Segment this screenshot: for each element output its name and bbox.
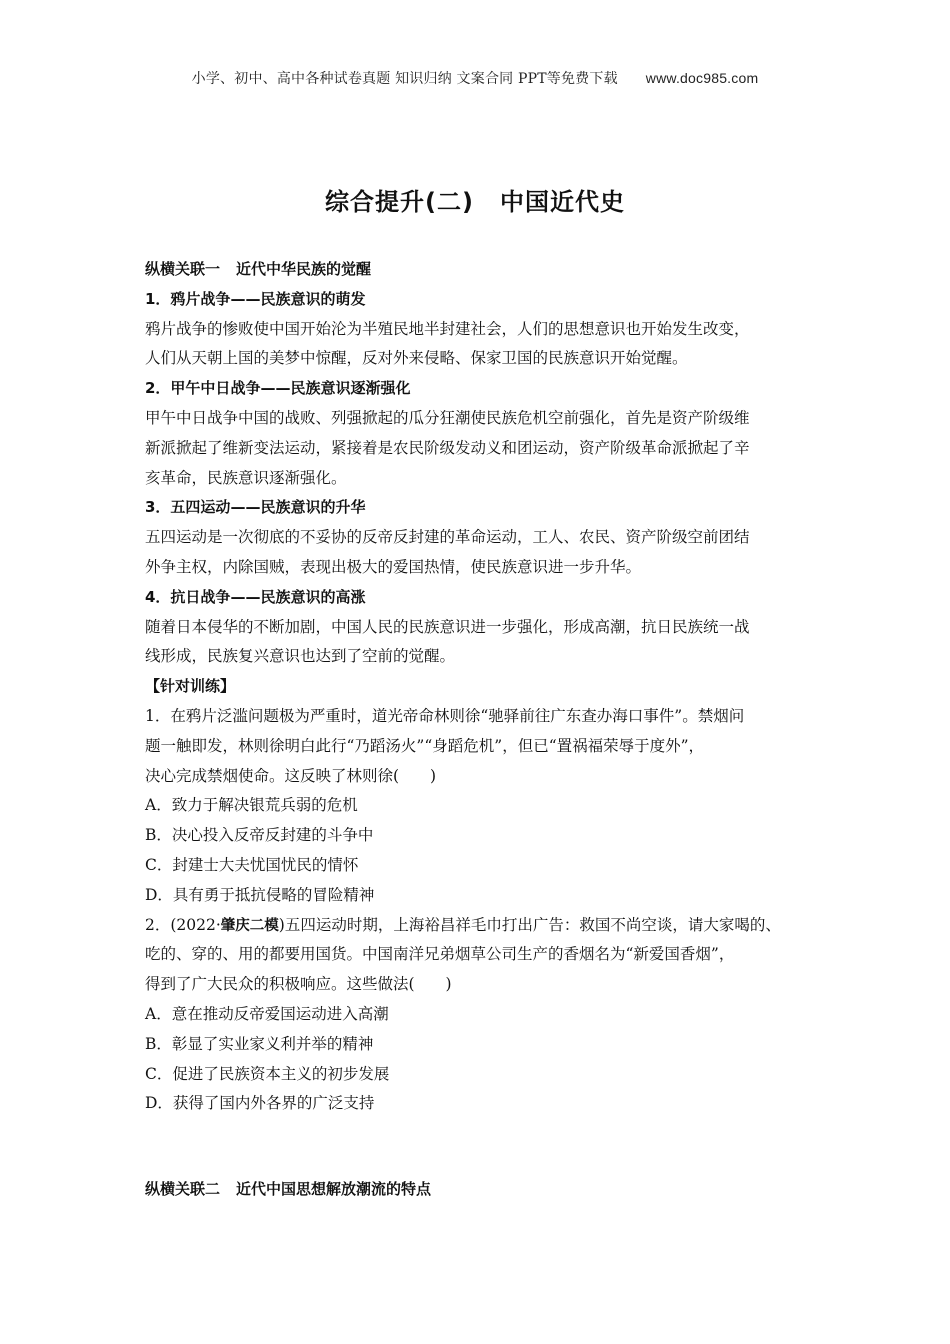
page-header <box>0 68 950 88</box>
answer-option[interactable]: A．致力于解决银荒兵弱的危机 <box>145 796 358 815</box>
paragraph-line: 人们从天朝上国的美梦中惊醒，反对外来侵略、保家卫国的民族意识开始觉醒。 <box>145 349 688 368</box>
paragraph-line: 甲午中日战争中国的战败、列强掀起的瓜分狂潮使民族危机空前强化，首先是资产阶级维 <box>145 408 750 427</box>
question-first-line: )五四运动时期，上海裕昌祥毛巾打出广告：救国不尚空谈，请大家喝的、 <box>278 915 781 934</box>
answer-option[interactable]: A．意在推动反帝爱国运动进入高潮 <box>145 1004 389 1023</box>
page-title <box>0 182 950 217</box>
paragraph-line: 外争主权，内除国贼，表现出极大的爱国热情，使民族意识进一步升华。 <box>145 557 642 576</box>
title-main: 综合提升(二) <box>325 188 474 216</box>
answer-option[interactable]: C．封建士大夫忧国忧民的情怀 <box>145 855 359 874</box>
answer-option[interactable]: D．具有勇于抵抗侵略的冒险精神 <box>145 885 375 904</box>
question-stem-line: 题一触即发，林则徐明白此行“乃蹈汤火”“身蹈危机”，但已“置祸福荣辱于度外”， <box>145 736 705 755</box>
paragraph-line: 五四运动是一次彻底的不妥协的反帝反封建的革命运动，工人、农民、资产阶级空前团结 <box>145 528 750 547</box>
paragraph-line: 随着日本侵华的不断加剧，中国人民的民族意识进一步强化，形成高潮，抗日民族统一战 <box>145 617 750 636</box>
paragraph-line: 亥革命，民族意识逐渐强化。 <box>145 468 347 487</box>
document-body <box>145 255 815 1205</box>
question-stem-line: 决心完成禁烟使命。这反映了林则徐( ) <box>145 766 437 785</box>
paragraph-line: 线形成，民族复兴意识也达到了空前的觉醒。 <box>145 647 456 666</box>
point-heading: 2．甲午中日战争——民族意识逐渐强化 <box>145 379 411 398</box>
question-stem-line: 得到了广大民众的积极响应。这些做法( ) <box>145 975 452 994</box>
answer-option[interactable]: D．获得了国内外各界的广泛支持 <box>145 1094 375 1113</box>
section1-heading: 纵横关联一 近代中华民族的觉醒 <box>145 260 372 278</box>
answer-option[interactable]: C．促进了民族资本主义的初步发展 <box>145 1064 390 1083</box>
question-stem-line: 吃的、穿的、用的都要用国货。中国南洋兄弟烟草公司生产的香烟名为“新爱国香烟”， <box>145 945 735 964</box>
answer-option[interactable]: B．决心投入反帝反封建的斗争中 <box>145 826 374 845</box>
question-stem-line <box>145 911 815 941</box>
title-sub: 中国近代史 <box>499 188 625 216</box>
training-label: 【针对训练】 <box>145 677 236 696</box>
section2-heading: 纵横关联二 近代中国思想解放潮流的特点 <box>145 1180 432 1199</box>
question-stem-line: 1．在鸦片泛滥问题极为严重时，道光帝命林则徐“驰驿前往广东查办海口事件”。禁烟问 <box>145 706 745 725</box>
paragraph-line: 新派掀起了维新变法运动，紧接着是农民阶级发动义和团运动，资产阶级革命派掀起了辛 <box>145 438 750 457</box>
point-heading: 4．抗日战争——民族意识的高涨 <box>145 587 366 606</box>
point-heading: 1．鸦片战争——民族意识的萌发 <box>145 289 366 308</box>
point-heading: 3．五四运动——民族意识的升华 <box>145 498 366 517</box>
answer-option[interactable]: B．彰显了实业家义利并举的精神 <box>145 1034 374 1053</box>
question-prefix: 2．(2022· <box>145 915 221 934</box>
header-text: 小学、初中、高中各种试卷真题 知识归纳 文案合同 PPT等免费下载 <box>191 71 618 87</box>
question-source: 肇庆二模 <box>220 917 279 934</box>
header-site[interactable]: www.doc985.com <box>645 70 759 86</box>
paragraph-line: 鸦片战争的惨败使中国开始沦为半殖民地半封建社会，人们的思想意识也开始发生改变， <box>145 319 750 338</box>
